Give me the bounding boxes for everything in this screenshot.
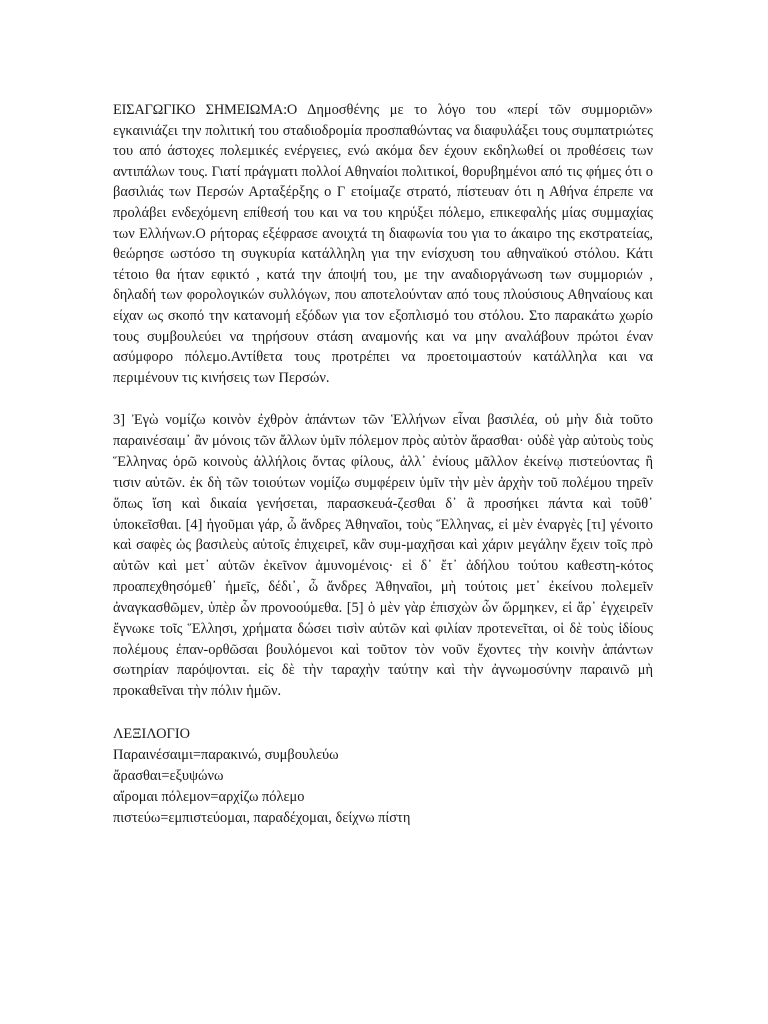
- glossary-item: Παραινέσαιμι=παρακινώ, συμβουλεύω: [113, 747, 339, 764]
- glossary: [113, 724, 653, 829]
- document-content: [113, 100, 653, 829]
- glossary-item: αἴρομαι πόλεμον=αρχίζω πόλεμο: [113, 789, 305, 806]
- glossary-item: πιστεύω=εμπιστεύομαι, παραδέχομαι, δείχνω πίστη: [113, 810, 411, 827]
- intro-text: Ο Δημοσθένης με το λόγο του «περί τῶν συμμοριῶν» εγκαινιάζει την πολιτική του σταδιοδρομία προσπαθώντας να διαφυλάξει τους συμπατριώτες του από άστοχες πολεμικές ενέργειες, ενώ ακόμα δεν έχουν εκδηλωθεί οι προθέσεις των αντιπάλων τους. Γιατί πράγματι πολλοί Αθηναίοι πολιτικοί, θορυβημένοι από τις φήμες ότι ο βασιλιάς των Περσών Αρταξέρξης ο Γ ετοίμαζε στρατό, πίστευαν ότι η Αθήνα έπρεπε να προλάβει ενδεχόμενη επίθεσή του και να του κηρύξει πόλεμο, επικεφαλής μίας συμμαχίας των Ελλήνων.Ο ρήτορας εξέφρασε ανοιχτά τη διαφωνία του για το άκαιρο της εκστρατείας, θεώρησε ωστόσο τη συγκυρία κατάλληλη για την ενίσχυση του αθηναϊκού στόλου. Κάτι τέτοιο θα ήταν εφικτό , κατά την άποψή του, με την αναδιοργάνωση των συμμοριών , δηλαδή των φορολογικών συλλόγων, που αποτελούνταν από τους πλούσιους Αθηναίους και είχαν ως σκοπό την κατανομή εξόδων για τον εξοπλισμό του στόλου. Στο παρακάτω χωρίο τους συμβουλεύει να τηρήσουν στάση αναμονής και να μην αναλάβουν πρώτοι έναν ασύμφορο πόλεμο.Αντίθετα τους προτρέπει να προετοιμαστούν κατάλληλα και να περιμένουν τις κινήσεις των Περσών.: [113, 102, 653, 386]
- glossary-item: ἄρασθαι=εξυψώνω: [113, 768, 224, 785]
- intro-heading: ΕΙΣΑΓΩΓΙΚΟ ΣΗΜΕΙΩΜΑ:: [113, 102, 287, 118]
- ancient-greek-passage: 3] Ἐγὼ νομίζω κοινὸν ἐχθρὸν ἁπάντων τῶν Ἑλλήνων εἶναι βασιλέα, οὐ μὴν διὰ τοῦτο παραινέσαιμ᾽ ἂν μόνοις τῶν ἄλλων ὑμῖν πόλεμον πρὸς αὐτὸν ἄρασθαι· οὐδὲ γὰρ αὐτοὺς τοὺς Ἕλληνας ὁρῶ κοινοὺς ἀλλήλοις ὄντας φίλους, ἀλλ᾽ ἐνίους μᾶλλον ἐκείνῳ πιστεύοντας ἢ τισιν αὑτῶν. ἐκ δὴ τῶν τοιούτων νομίζω συμφέρειν ὑμῖν τὴν μὲν ἀρχὴν τοῦ πολέμου τηρεῖν ὅπως ἴση καὶ δικαία γενήσεται, παρασκευά-ζεσθαι δ᾽ ἃ προσήκει πάντα καὶ τοῦθ᾽ ὑποκεῖσθαι. [4] ἡγοῦμαι γάρ, ὦ ἄνδρες Ἀθηναῖοι, τοὺς Ἕλληνας, εἰ μὲν ἐναργὲς [τι] γένοιτο καὶ σαφὲς ὡς βασιλεὺς αὐτοῖς ἐπιχειρεῖ, κἂν συμ-μαχῆσαι καὶ χάριν μεγάλην ἔχειν τοῖς πρὸ αὑτῶν καὶ μετ᾽ αὑτῶν ἐκεῖνον ἀμυνομένοις· εἰ δ᾽ ἔτ᾽ ἀδήλου τούτου καθεστη-κότος προαπεχθησόμεθ᾽ ἡμεῖς, δέδι᾽, ὦ ἄνδρες Ἀθηναῖοι, μὴ τούτοις μετ᾽ ἐκείνου πολεμεῖν ἀναγκασθῶμεν, ὑπὲρ ὧν προνοούμεθα. [5] ὁ μὲν γὰρ ἐπισχὼν ὧν ὥρμηκεν, εἰ ἄρ᾽ ἐγχειρεῖν ἔγνωκε τοῖς Ἕλλησι, χρήματα δώσει τισὶν αὐτῶν καὶ φιλίαν προτενεῖται, οἱ δὲ τοὺς ἰδίους πολέμους ἐπαν-ορθῶσαι βουλόμενοι καὶ τοῦτον τὸν νοῦν ἔχοντες τὴν κοινὴν ἁπάντων σωτηρίαν παρόψονται. εἰς δὲ τὴν ταραχὴν ταύτην καὶ τὴν ἀγνωμοσύνην παραινῶ μὴ προκαθεῖναι τὴν πόλιν ἡμῶν.: [113, 412, 653, 700]
- introductory-note: [113, 100, 653, 388]
- glossary-title: ΛΕΞΙΛΟΓΙΟ: [113, 726, 191, 743]
